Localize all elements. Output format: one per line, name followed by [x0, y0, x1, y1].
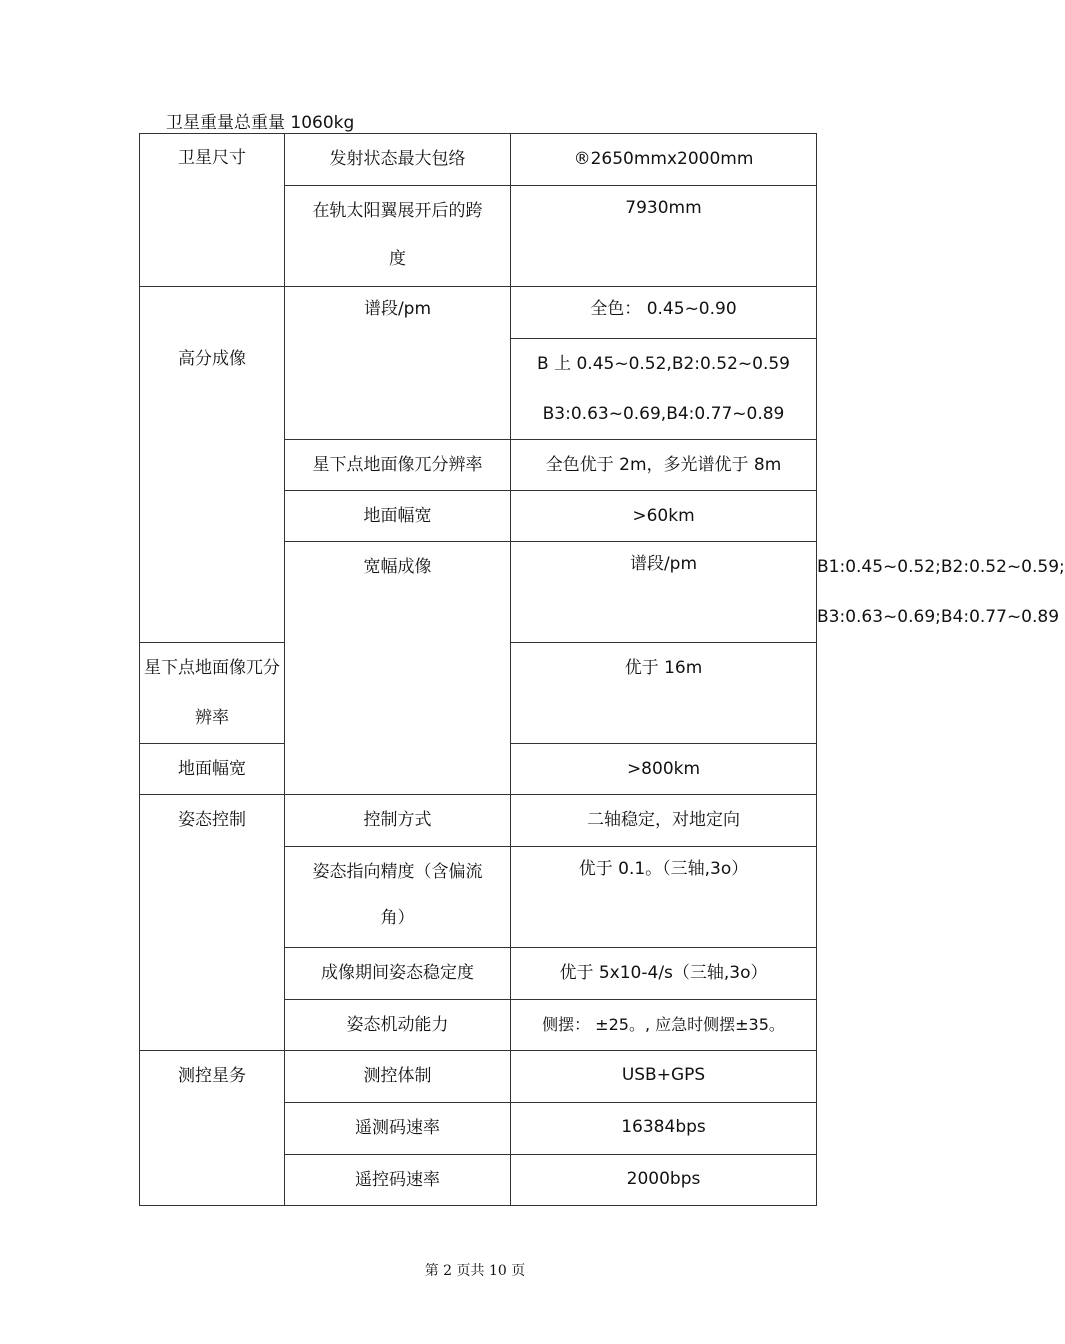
value-cell: 全色优于 2m，多光谱优于 8m: [511, 440, 817, 491]
page-footer: 第 2 页共 10 页: [424, 1263, 526, 1279]
category-cell-attitude: 姿态控制: [140, 795, 285, 1051]
param-cell: 地面幅宽: [140, 744, 285, 795]
param-cell: 测控体制: [285, 1051, 511, 1103]
value-cell: B 上 0.45~0.52,B2:0.52~0.59 B3:0.63~0.69,B4:0.77~0.89: [511, 339, 817, 440]
table-row: [140, 795, 817, 847]
param-cell: 姿态指向精度（含偏流 角）: [285, 847, 511, 948]
table-row: [140, 134, 817, 186]
param-cell: 遥控码速率: [285, 1155, 511, 1206]
value-cell: 7930mm: [511, 186, 817, 287]
value-cell: ®2650mmx2000mm: [511, 134, 817, 186]
value-cell: 16384bps: [511, 1103, 817, 1155]
value-cell: 全色： 0.45~0.90: [511, 287, 817, 339]
param-cell: 谱段/pm: [285, 287, 511, 440]
value-cell: 优于 16m: [511, 643, 817, 744]
param-cell: 控制方式: [285, 795, 511, 847]
param-cell: 成像期间姿态稳定度: [285, 948, 511, 1000]
category-cell-ttc: 测控星务: [140, 1051, 285, 1206]
satellite-spec-table: [139, 133, 1065, 1206]
param-cell: 在轨太阳翼展开后的跨 度: [285, 186, 511, 287]
param-cell: 地面幅宽: [285, 491, 511, 542]
param-cell: 发射状态最大包络: [285, 134, 511, 186]
value-cell: >800km: [511, 744, 817, 795]
param-cell: 星下点地面像兀分辨率: [285, 440, 511, 491]
page-heading: 卫星重量总重量 1060kg: [166, 113, 355, 133]
value-cell: >60km: [511, 491, 817, 542]
category-cell-hires: 高分成像: [140, 287, 285, 643]
value-cell: 二轴稳定，对地定向: [511, 795, 817, 847]
param-cell: 星下点地面像兀分辨率: [140, 643, 285, 744]
param-cell: 谱段/pm: [511, 542, 817, 643]
category-cell-wide: 宽幅成像: [285, 542, 511, 795]
value-cell: 优于 0.1。（三轴,3o）: [511, 847, 817, 948]
value-cell: USB+GPS: [511, 1051, 817, 1103]
table-row: [140, 1051, 817, 1103]
value-cell: 优于 5x10-4/s（三轴,3o）: [511, 948, 817, 1000]
param-cell: 姿态机动能力: [285, 1000, 511, 1051]
table-row: [140, 287, 817, 339]
param-cell: 遥测码速率: [285, 1103, 511, 1155]
value-cell: 侧摆： ±25。, 应急时侧摆±35。: [511, 1000, 817, 1051]
table-row: 宽幅成像 谱段/pm B1:0.45~0.52;B2:0.52~0.59; B3:0.63~0.69;B4:0.77~0.89: [140, 542, 817, 643]
value-cell: 2000bps: [511, 1155, 817, 1206]
category-cell-dimensions: 卫星尺寸: [140, 134, 285, 287]
